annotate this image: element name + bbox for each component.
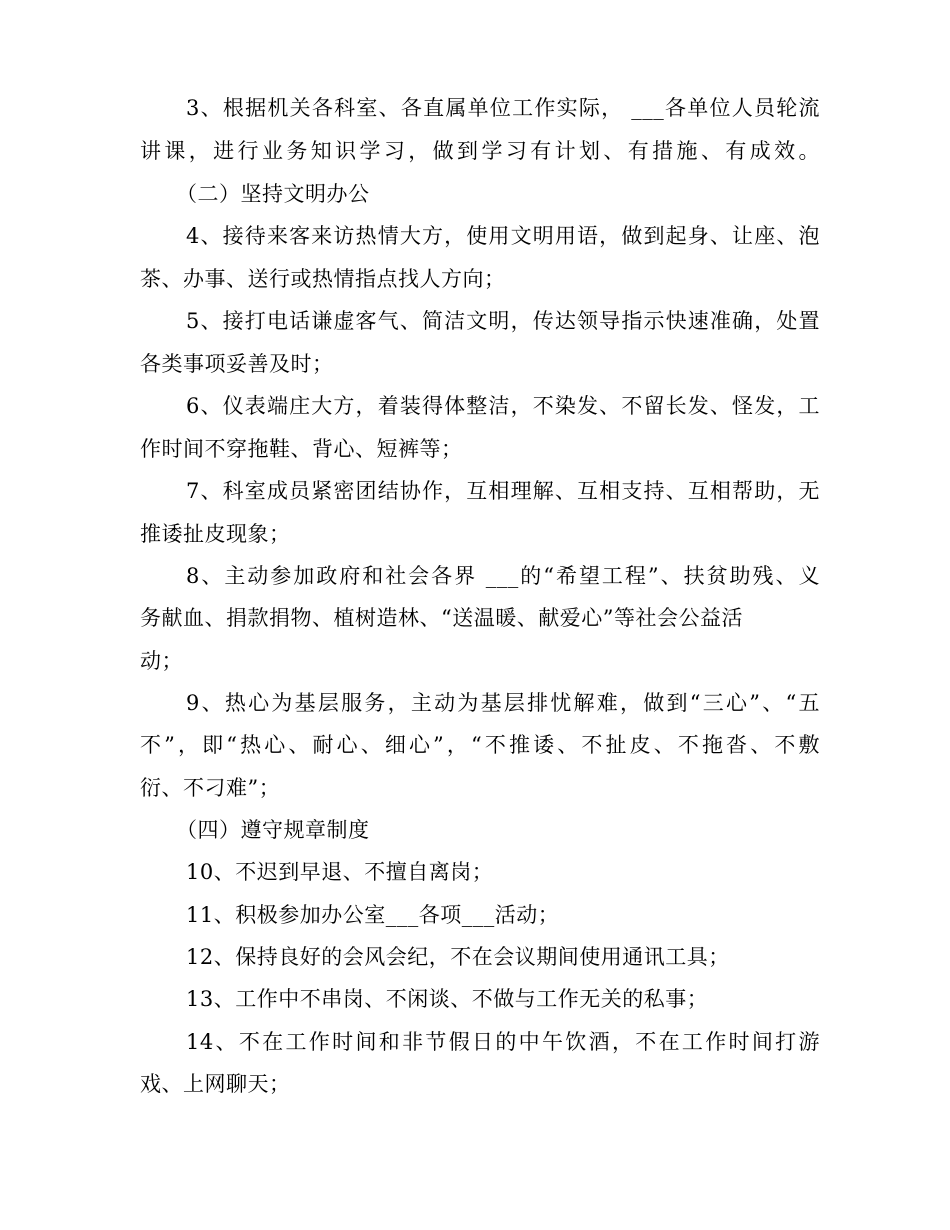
section-heading-2: （二）坚持文明办公 [176, 182, 370, 206]
paragraph-3-line-2: 讲课，进行业务知识学习，做到学习有计划、有措施、有成效。 [140, 139, 820, 163]
paragraph-9-line-3: 衍、不刁难”； [140, 776, 281, 800]
paragraph-13: 13、工作中不串岗、不闲谈、不做与工作无关的私事； [186, 987, 709, 1011]
paragraph-9-line-1: 9、热心为基层服务，主动为基层排忧解难，做到“三心”、“五 [186, 691, 820, 715]
paragraph-7-line-2: 推诿扯皮现象； [140, 522, 291, 546]
paragraph-8-line-3: 动； [140, 649, 183, 673]
paragraph-7-line-1: 7、科室成员紧密团结协作，互相理解、互相支持、互相帮助，无 [186, 479, 820, 503]
section-heading-4: （四）遵守规章制度 [176, 818, 370, 842]
paragraph-10: 10、不迟到早退、不擅自离岗； [186, 860, 494, 884]
paragraph-8-line-2: 务献血、捐款捐物、植树造林、“送温暖、献爱心”等社会公益活 [140, 606, 743, 630]
paragraph-6-line-2: 作时间不穿拖鞋、背心、短裤等； [140, 437, 463, 461]
paragraph-12: 12、保持良好的会风会纪，不在会议期间使用通讯工具； [186, 945, 730, 969]
paragraph-14-line-1: 14、不在工作时间和非节假日的中午饮酒，不在工作时间打游 [186, 1030, 820, 1054]
paragraph-5-line-2: 各类事项妥善及时； [140, 352, 334, 376]
paragraph-9-line-2: 不”，即“热心、耐心、细心”，“不推诿、不扯皮、不拖沓、不敷 [140, 733, 820, 757]
paragraph-14-line-2: 戏、上网聊天； [140, 1072, 291, 1096]
paragraph-4-line-1: 4、接待来客来访热情大方，使用文明用语，做到起身、让座、泡 [186, 224, 820, 248]
paragraph-5-line-1: 5、接打电话谦虚客气、简洁文明，传达领导指示快速准确，处置 [186, 309, 820, 333]
paragraph-6-line-1: 6、仪表端庄大方，着装得体整洁，不染发、不留长发、怪发，工 [186, 394, 820, 418]
paragraph-8-line-1: 8、主动参加政府和社会各界 ___的“希望工程”、扶贫助残、义 [186, 564, 820, 588]
paragraph-11: 11、积极参加办公室___各项___活动； [186, 903, 560, 927]
paragraph-4-line-2: 茶、办事、送行或热情指点找人方向； [140, 267, 506, 291]
paragraph-3-line-1: 3、根据机关各科室、各直属单位工作实际， ___各单位人员轮流 [186, 96, 820, 120]
